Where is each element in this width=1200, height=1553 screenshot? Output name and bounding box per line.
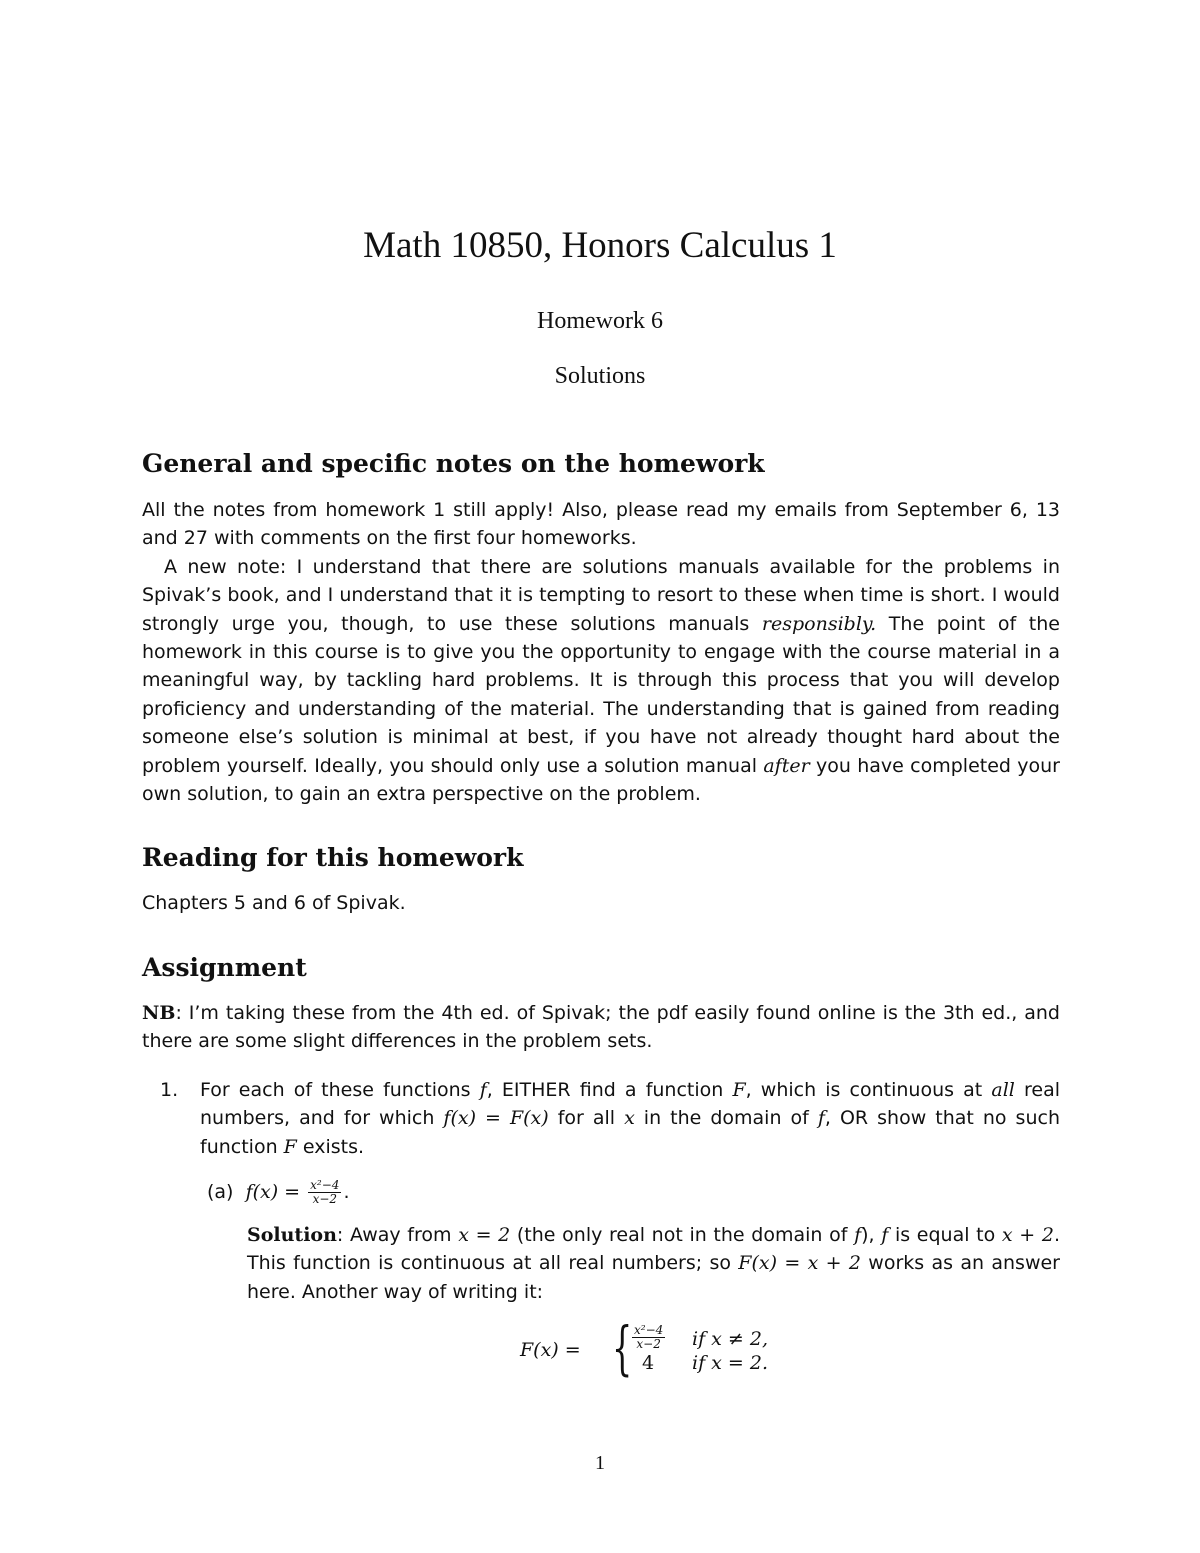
nb-text: : I’m taking these from the 4th ed. of Spivak; the pdf easily found online is the 3th ed., and there are some slight differences in the problem sets. [142,1002,1060,1053]
solution-label: Solution [247,1224,337,1246]
problem-1a-label: (a) [207,1181,234,1203]
case-1-condition: if x ≠ 2, [692,1328,768,1350]
left-brace: { [612,1314,633,1382]
reading-heading: Reading for this homework [142,843,524,872]
piecewise-definition [520,1314,820,1382]
notes-paragraph-2 [142,553,1060,809]
assignment-heading: Assignment [142,953,307,982]
page-subtitle-2: Solutions [554,363,646,389]
notes-p2-text-c: you have completed your own solution, to gain an extra perspective on the problem. [142,754,1060,806]
notes-p2-emphasis-after: after [763,754,810,777]
problem-1a: (a) f(x) = $\frac{\text{x²−4}}{x-2}$ . [207,1178,350,1206]
problem-1a-lhs: f(x) = [245,1181,301,1203]
problem-1a-fraction: $\frac{\text{x²−4}}{x-2}$ [310,1178,340,1206]
nb-label: NB [142,1002,176,1024]
piecewise-lhs: F(x) = [520,1339,581,1361]
notes-paragraph-1: All the notes from homework 1 still apply! Also, please read my emails from September 6, 13 and 27 with comments on the first four homeworks. [142,499,1060,550]
notes-heading: General and specific notes on the homework [142,449,765,478]
case-1-value: $\frac{\text{x²−4}}{x-2}$ [634,1323,664,1351]
page-number: 1 [595,1452,605,1474]
case-2-value: 4 [642,1352,655,1374]
problem-1a-solution: Solution: Away from x = 2 (the only real not in the domain of f), f is equal to x + 2. This function is continuous at all real numbers; so F(x) = x + 2 works as an answer here. Another way of writing it: [247,1224,1061,1303]
notes-p2-emphasis-responsibly: responsibly. [761,612,877,635]
problem-1-number: 1. [160,1079,179,1101]
notes-p2-text-b: The point of the homework in this course is to give you the opportunity to engage with the course material in a meaningful way, by tackling hard problems. It is through this process that you will develop proficiency and understanding of the material. The understanding that is gained from reading someone else’s solution is minimal at best, if you have not already thought hard about the problem yourself. Ideally, you should only use a solution manual [142,612,1060,777]
page-title: Math 10850, Honors Calculus 1 [363,225,837,266]
notes-p2-text-a: A new note: I understand that there are solutions manuals available for the problems in Spivak’s book, and I understand that it is tempting to resort to these when time is short. I would strongly urge you, though, to use these solutions manuals [142,555,1060,635]
reading-text: Chapters 5 and 6 of Spivak. [142,892,406,914]
page-subtitle: Homework 6 [537,308,663,334]
problem-1-text: For each of these functions f, EITHER find a function F, which is continuous at all real numbers, and for which f(x) = F(x) for all x in the domain of f, OR show that no such function F exists. [200,1079,1060,1158]
case-2-condition: if x = 2. [692,1352,768,1374]
notes-body [142,496,1060,808]
assignment-note [142,999,1060,1056]
